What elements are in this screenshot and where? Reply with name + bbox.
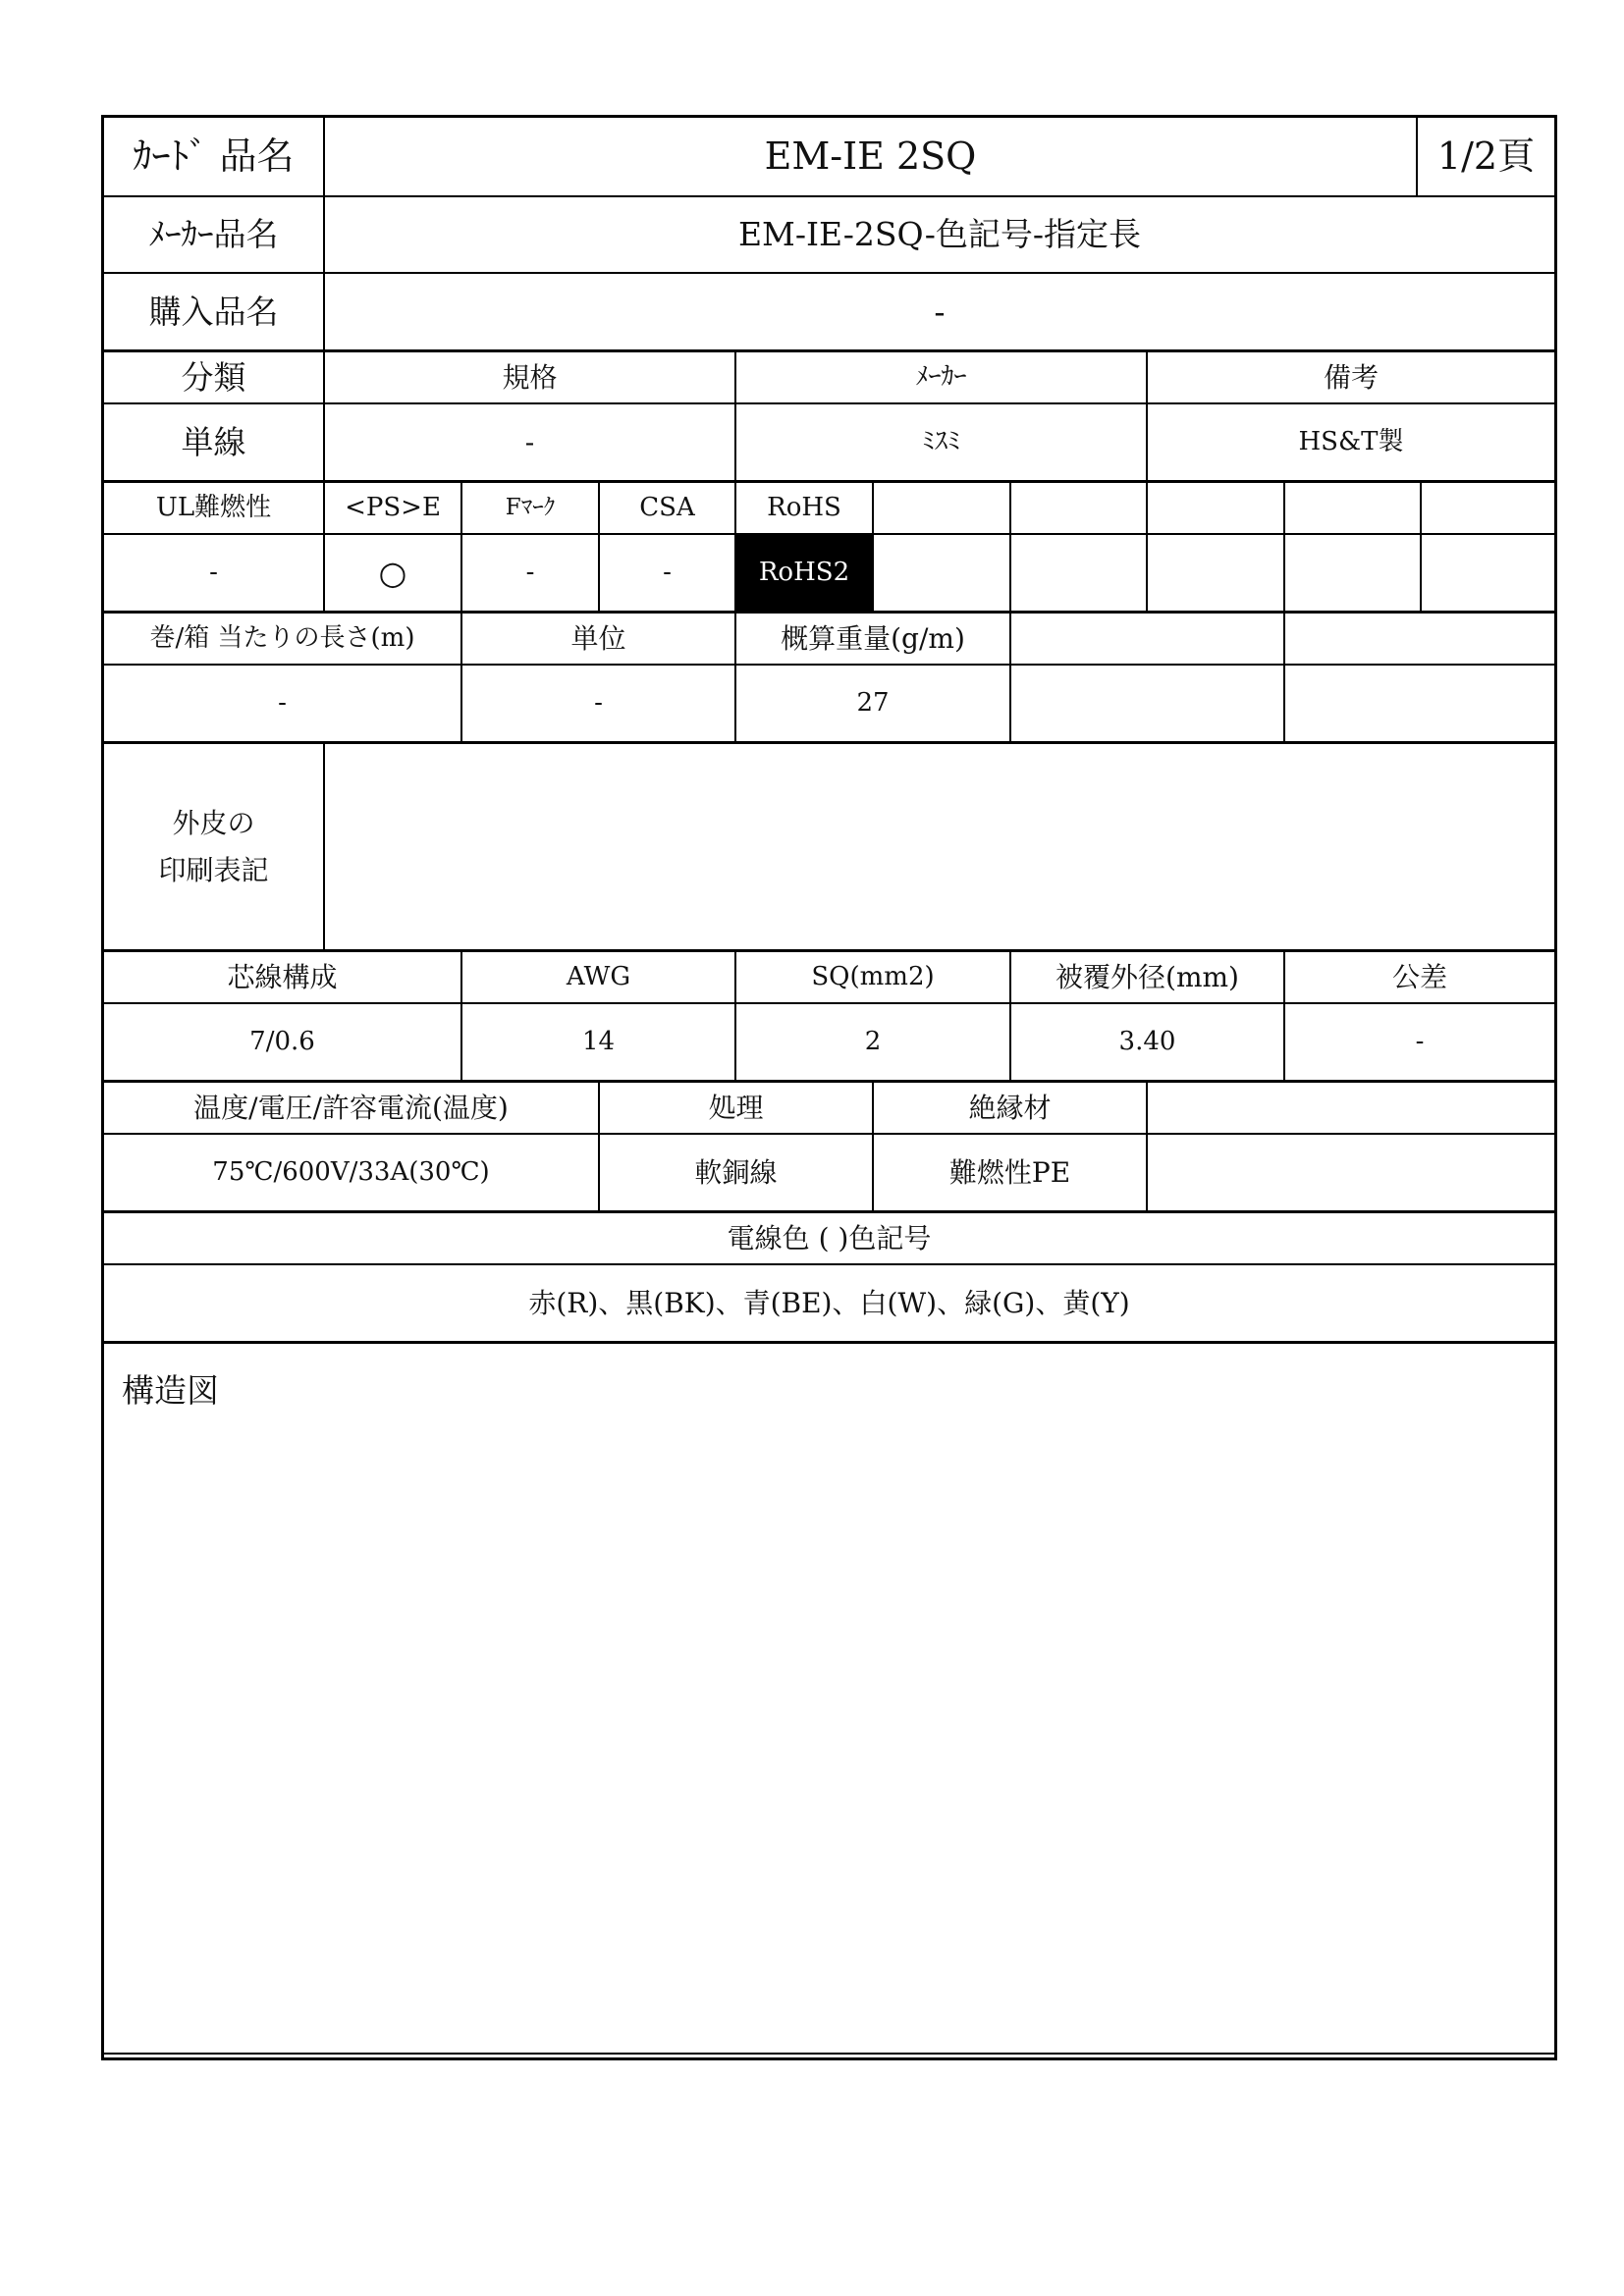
unit-header: 単位 (462, 614, 736, 666)
print-marking-label-line1: 外皮の (172, 806, 255, 839)
treatment-header: 処理 (600, 1083, 874, 1135)
length-per-reel-header: 巻/箱 当たりの長さ(m) (104, 614, 462, 666)
print-marking-label (104, 744, 325, 952)
spec-sheet (101, 115, 1557, 2060)
rating-value: 75℃/600V/33A(30℃) (104, 1135, 600, 1213)
print-marking-label-line2: 印刷表記 (158, 853, 269, 886)
remarks-header: 備考 (1148, 352, 1554, 404)
weight-header: 概算重量(g/m) (736, 614, 1011, 666)
ratings-value-blank (1148, 1135, 1554, 1213)
insulation-value: 難燃性PE (874, 1135, 1148, 1213)
cert-value-ul: - (104, 535, 325, 614)
unit-value: - (462, 666, 736, 744)
purchase-name-value: - (325, 274, 1554, 352)
cert-header-blank-2 (1011, 483, 1148, 535)
cert-header-fmark: Fﾏｰｸ (462, 483, 600, 535)
packaging-header-blank-1 (1011, 614, 1285, 666)
rating-header: 温度/電圧/許容電流(温度) (104, 1083, 600, 1135)
tolerance-value: - (1285, 1004, 1554, 1083)
cert-value-blank-1 (874, 535, 1011, 614)
wire-color-value: 赤(R)、黒(BK)、青(BE)、白(W)、緑(G)、黄(Y) (104, 1265, 1554, 1344)
cert-header-blank-3 (1148, 483, 1285, 535)
awg-value: 14 (462, 1004, 736, 1083)
page-number: 1/2頁 (1418, 118, 1554, 197)
treatment-value: 軟銅線 (600, 1135, 874, 1213)
tolerance-header: 公差 (1285, 952, 1554, 1004)
strand-header: 芯線構成 (104, 952, 462, 1004)
maker-name-value: EM-IE-2SQ-色記号-指定長 (325, 197, 1554, 274)
print-marking-value (325, 744, 1554, 952)
cert-value-fmark: - (462, 535, 600, 614)
cert-value-blank-2 (1011, 535, 1148, 614)
cert-value-blank-4 (1285, 535, 1422, 614)
cert-header-ul: UL難燃性 (104, 483, 325, 535)
purchase-name-label: 購入品名 (104, 274, 325, 352)
standard-value: - (325, 404, 736, 483)
cert-value-csa: - (600, 535, 736, 614)
packaging-value-blank-1 (1011, 666, 1285, 744)
weight-value: 27 (736, 666, 1011, 744)
wire-color-header: 電線色 ( )色記号 (104, 1213, 1554, 1265)
structure-diagram-area (104, 1344, 1554, 2057)
cert-header-blank-1 (874, 483, 1011, 535)
length-per-reel-value: - (104, 666, 462, 744)
structure-diagram-label: 構造図 (122, 1371, 219, 1410)
outer-diameter-value: 3.40 (1011, 1004, 1285, 1083)
card-name-label: ｶｰﾄﾞ 品名 (104, 118, 325, 197)
cert-header-rohs: RoHS (736, 483, 874, 535)
ratings-header-blank (1148, 1083, 1554, 1135)
maker-header: ﾒｰｶｰ (736, 352, 1148, 404)
maker-value: ﾐｽﾐ (736, 404, 1148, 483)
cert-value-blank-5 (1422, 535, 1554, 614)
standard-header: 規格 (325, 352, 736, 404)
remarks-value: HS&T製 (1148, 404, 1554, 483)
strand-value: 7/0.6 (104, 1004, 462, 1083)
outer-diameter-header: 被覆外径(mm) (1011, 952, 1285, 1004)
sq-header: SQ(mm2) (736, 952, 1011, 1004)
packaging-header-blank-2 (1285, 614, 1554, 666)
cert-header-pse: <PS>E (325, 483, 462, 535)
awg-header: AWG (462, 952, 736, 1004)
cert-header-blank-4 (1285, 483, 1422, 535)
maker-name-label: ﾒｰｶｰ品名 (104, 197, 325, 274)
packaging-value-blank-2 (1285, 666, 1554, 744)
sq-value: 2 (736, 1004, 1011, 1083)
cert-value-blank-3 (1148, 535, 1285, 614)
insulation-header: 絶縁材 (874, 1083, 1148, 1135)
card-name-value: EM-IE 2SQ (325, 118, 1418, 197)
cert-value-pse: ○ (325, 535, 462, 614)
cert-value-rohs: RoHS2 (736, 535, 874, 614)
classification-value: 単線 (104, 404, 325, 483)
cert-header-blank-5 (1422, 483, 1554, 535)
classification-header: 分類 (104, 352, 325, 404)
cert-header-csa: CSA (600, 483, 736, 535)
bottom-rule (104, 2053, 1554, 2055)
